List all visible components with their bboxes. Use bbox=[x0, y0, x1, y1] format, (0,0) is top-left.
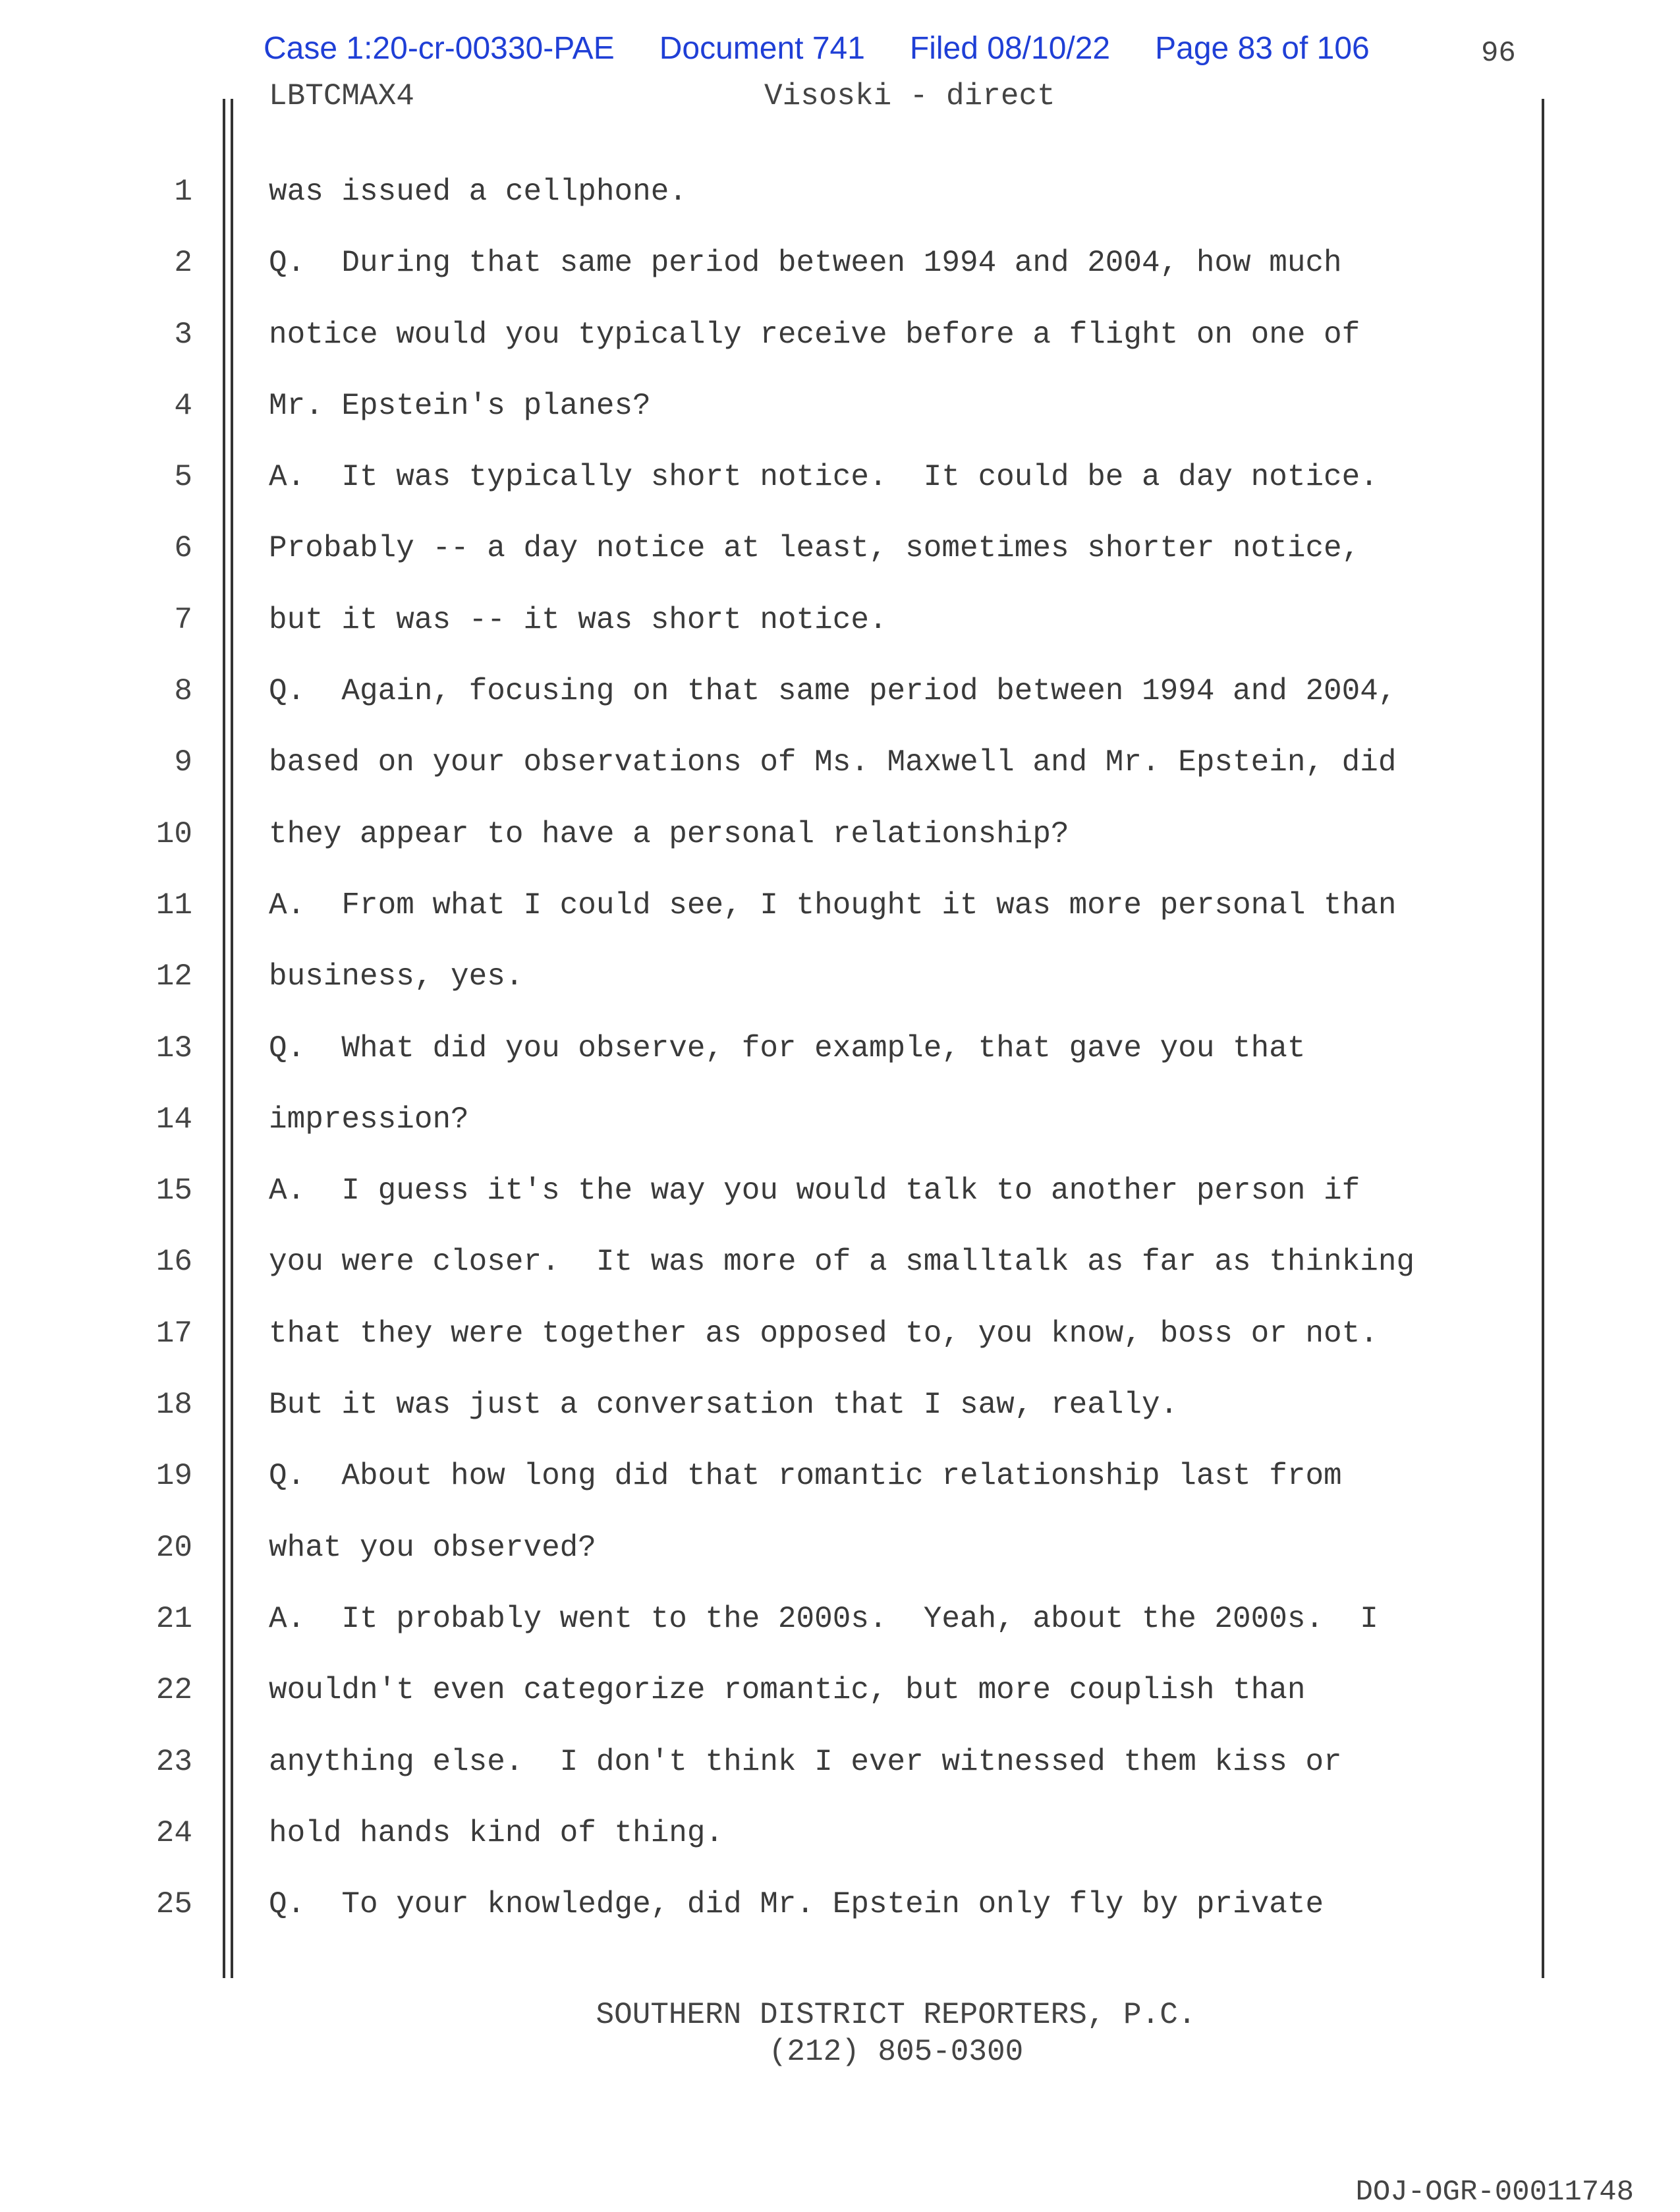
line-number: 19 bbox=[155, 1459, 192, 1494]
transcript-line: was issued a cellphone. bbox=[269, 175, 687, 209]
line-number: 9 bbox=[174, 745, 192, 780]
line-number: 11 bbox=[155, 888, 192, 922]
transcript-line: anything else. I don't think I ever witnessed them kiss or bbox=[269, 1744, 1342, 1779]
line-number: 23 bbox=[155, 1744, 192, 1779]
witness-heading: Visoski - direct bbox=[764, 79, 1055, 113]
line-numbers bbox=[132, 156, 192, 1940]
line-number: 5 bbox=[174, 460, 192, 495]
line-number: 12 bbox=[155, 959, 192, 994]
line-number: 24 bbox=[155, 1815, 192, 1850]
transcript-line: Q. To your knowledge, did Mr. Epstein only fly by private bbox=[269, 1887, 1324, 1922]
transcript-line: but it was -- it was short notice. bbox=[269, 602, 887, 637]
reporter-footer bbox=[0, 1997, 1680, 2070]
line-number: 13 bbox=[155, 1031, 192, 1065]
line-number: 17 bbox=[155, 1316, 192, 1351]
transcript-line: A. I guess it's the way you would talk to another person if bbox=[269, 1174, 1360, 1208]
court-filing-stamp bbox=[264, 30, 1414, 67]
line-number: 8 bbox=[174, 674, 192, 709]
transcript-line: impression? bbox=[269, 1102, 469, 1137]
document-number: Document 741 bbox=[659, 31, 865, 66]
transcript-line: you were closer. It was more of a smalltalk as far as thinking bbox=[269, 1245, 1415, 1280]
line-number: 6 bbox=[174, 531, 192, 566]
line-number: 16 bbox=[155, 1245, 192, 1280]
bates-number: DOJ-OGR-00011748 bbox=[1355, 2176, 1634, 2209]
line-number: 14 bbox=[155, 1102, 192, 1137]
transcript-line: notice would you typically receive before a flight on one of bbox=[269, 317, 1360, 352]
transcript-line: A. It was typically short notice. It could be a day notice. bbox=[269, 460, 1378, 495]
transcript-line: Q. What did you observe, for example, that gave you that bbox=[269, 1031, 1306, 1065]
transcript-line: Probably -- a day notice at least, sometimes shorter notice, bbox=[269, 531, 1360, 566]
line-number: 10 bbox=[155, 816, 192, 851]
transcript-line: Q. Again, focusing on that same period between 1994 and 2004, bbox=[269, 674, 1397, 709]
transcript-code: LBTCMAX4 bbox=[269, 79, 414, 113]
left-margin-rule-inner bbox=[231, 99, 233, 1978]
line-number: 18 bbox=[155, 1388, 192, 1423]
transcript-line: Mr. Epstein's planes? bbox=[269, 388, 651, 423]
transcript-line: A. It probably went to the 2000s. Yeah, about the 2000s. I bbox=[269, 1601, 1378, 1636]
line-number: 20 bbox=[155, 1530, 192, 1565]
transcript-line: But it was just a conversation that I saw, really. bbox=[269, 1388, 1179, 1423]
case-number: Case 1:20-cr-00330-PAE bbox=[264, 31, 615, 66]
line-number: 21 bbox=[155, 1601, 192, 1636]
transcript-line: that they were together as opposed to, you know, boss or not. bbox=[269, 1316, 1378, 1351]
transcript-line: what you observed? bbox=[269, 1530, 596, 1565]
filed-date: Filed 08/10/22 bbox=[909, 31, 1111, 66]
line-number: 22 bbox=[155, 1673, 192, 1708]
transcript-line: Q. During that same period between 1994 and 2004, how much bbox=[269, 246, 1342, 281]
line-number: 15 bbox=[155, 1174, 192, 1208]
line-number: 2 bbox=[174, 246, 192, 281]
transcript-line: A. From what I could see, I thought it was more personal than bbox=[269, 888, 1397, 922]
left-margin-rule-outer bbox=[223, 99, 225, 1978]
reporter-firm: SOUTHERN DISTRICT REPORTERS, P.C. bbox=[596, 1998, 1196, 2032]
running-head bbox=[269, 79, 1055, 113]
transcript-body bbox=[269, 156, 1554, 1940]
line-number: 1 bbox=[174, 175, 192, 209]
line-number: 3 bbox=[174, 317, 192, 352]
transcript-page-number: 96 bbox=[1481, 37, 1516, 70]
line-number: 4 bbox=[174, 388, 192, 423]
transcript-line: based on your observations of Ms. Maxwell and Mr. Epstein, did bbox=[269, 745, 1397, 780]
transcript-line: they appear to have a personal relationship? bbox=[269, 816, 1069, 851]
transcript-line: business, yes. bbox=[269, 959, 524, 994]
transcript-line: hold hands kind of thing. bbox=[269, 1815, 724, 1850]
transcript-line: wouldn't even categorize romantic, but more couplish than bbox=[269, 1673, 1306, 1708]
page-of-total: Page 83 of 106 bbox=[1155, 31, 1370, 66]
transcript-line: Q. About how long did that romantic relationship last from bbox=[269, 1459, 1342, 1494]
line-number: 25 bbox=[155, 1887, 192, 1922]
reporter-phone: (212) 805-0300 bbox=[768, 2035, 1024, 2069]
line-number: 7 bbox=[174, 602, 192, 637]
